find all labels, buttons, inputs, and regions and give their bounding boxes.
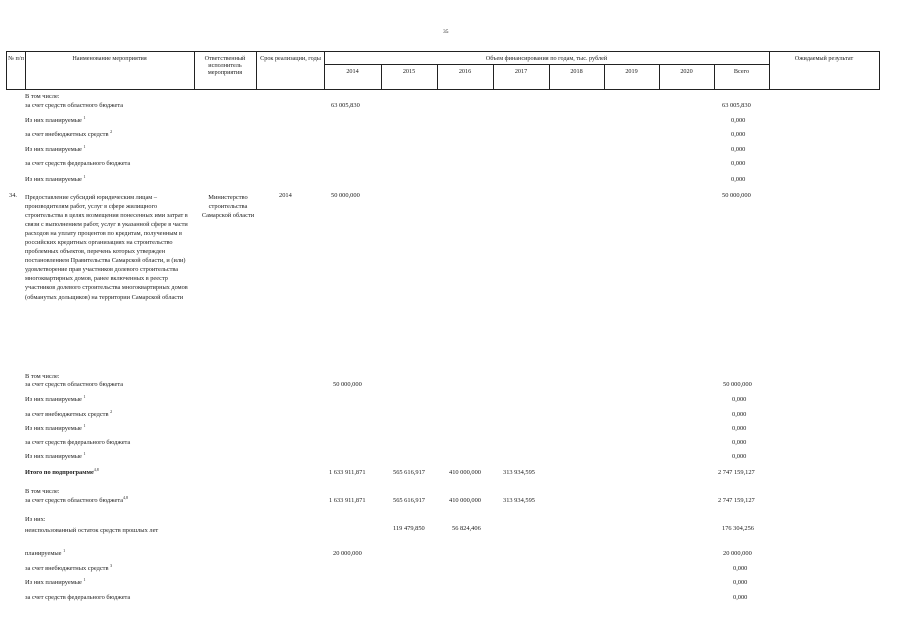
row-label-text: за счет внебюджетных средств bbox=[25, 565, 109, 572]
row-label bbox=[25, 129, 113, 138]
value-total: 176 304,256 bbox=[722, 525, 754, 532]
row-label-text: Из них планируемые bbox=[25, 176, 82, 183]
row-label-text: за счет внебюджетных средств bbox=[25, 411, 109, 418]
row-label bbox=[25, 394, 86, 403]
value-2016: 56 824,406 bbox=[452, 525, 481, 532]
row-label: за счет средств областного бюджета bbox=[25, 381, 124, 388]
value-total: 0,000 bbox=[733, 579, 748, 586]
row-label-text: Из них планируемые bbox=[25, 396, 82, 403]
col-divider bbox=[194, 52, 195, 89]
row-label-text: Из них планируемые bbox=[25, 453, 82, 460]
header-year: 2014 bbox=[346, 68, 359, 75]
footnote: 4,8 bbox=[123, 495, 129, 500]
header-year: 2016 bbox=[458, 68, 472, 75]
row-label-text: за счет внебюджетных средств bbox=[25, 131, 109, 138]
item-number: 34. bbox=[9, 192, 17, 199]
subtotal-label bbox=[25, 467, 99, 476]
row-label bbox=[25, 495, 129, 504]
header-funding: Объем финансирования по годам, тыс. рублей bbox=[485, 55, 608, 62]
row-label: Из них: bbox=[25, 516, 46, 523]
row-label bbox=[25, 144, 86, 153]
value-total: 0,000 bbox=[731, 146, 746, 153]
row-label: за счет средств федерального бюджета bbox=[25, 160, 131, 167]
item-description: Предоставление субсидий юридическим лицам – производителям работ, услуг в сфере жилищного строительства в целях возмещения понесенных ими затрат в связи с выполнением работ, услуг в указанной сфере в части расходов на уплату процентов по кредитам, полученным в российских кредитных организациях на строительство проблемных объектов, перечень которых утвержден постановлением Правительства Самарской области, и (или) удовлетворение прав участников долевого строительства многоквартирных домов, ранее включенных в реестр участников долевого строительства многоквартирных домов (обманутых дольщиков) на территории Самарской области bbox=[25, 194, 188, 301]
value-total: 0,000 bbox=[732, 425, 747, 432]
value-2015: 565 616,917 bbox=[393, 497, 425, 504]
footnote: 1 bbox=[83, 451, 86, 456]
header-term: Срок реализации, годы bbox=[260, 55, 321, 62]
value-total: 50 000,000 bbox=[722, 192, 751, 199]
footnote: 1 bbox=[83, 394, 86, 399]
value-total: 0,000 bbox=[731, 160, 746, 167]
footnote: 2 bbox=[110, 409, 113, 414]
subtotal-2015: 565 616,917 bbox=[393, 469, 425, 476]
row-label bbox=[25, 174, 86, 183]
footnote: 2 bbox=[110, 129, 113, 134]
subtotal-2014: 1 633 911,871 bbox=[329, 469, 366, 476]
value-total: 2 747 159,127 bbox=[718, 497, 755, 504]
footnote: 4,8 bbox=[93, 467, 99, 472]
row-label: В том числе: bbox=[25, 488, 60, 495]
row-label-text: Из них планируемые bbox=[25, 579, 82, 586]
row-label-text: планируемые bbox=[25, 550, 62, 557]
row-label: неиспользованный остаток средств прошлых лет bbox=[25, 527, 159, 534]
row-label-text: Из них планируемые bbox=[25, 117, 82, 124]
value-total: 0,000 bbox=[731, 117, 746, 124]
row-label-text: Из них планируемые bbox=[25, 425, 82, 432]
value-total: 63 005,830 bbox=[722, 102, 751, 109]
item-executor: Министерство строительства Самарской области bbox=[201, 194, 255, 219]
subtotal-2017: 313 934,595 bbox=[503, 469, 535, 476]
row-label bbox=[25, 451, 86, 460]
value-total: 0,000 bbox=[731, 176, 746, 183]
row-label bbox=[25, 115, 86, 124]
row-label: за счет средств областного бюджета bbox=[25, 102, 124, 109]
value-2014: 1 633 911,871 bbox=[329, 497, 366, 504]
value-total: 0,000 bbox=[733, 565, 748, 572]
table-header bbox=[6, 51, 880, 90]
value-total: 0,000 bbox=[732, 396, 747, 403]
subtotal-total: 2 747 159,127 bbox=[718, 469, 755, 476]
footnote: 1 bbox=[83, 144, 86, 149]
row-divider bbox=[324, 64, 769, 65]
item-term: 2014 bbox=[279, 192, 292, 199]
value-2014: 20 000,000 bbox=[333, 550, 362, 557]
value-total: 0,000 bbox=[732, 411, 747, 418]
value-2014: 50 000,000 bbox=[333, 381, 362, 388]
value-2017: 313 934,595 bbox=[503, 497, 535, 504]
value-2015: 119 479,850 bbox=[393, 525, 425, 532]
footnote: 1 bbox=[83, 174, 86, 179]
subtotal-2016: 410 000,000 bbox=[449, 469, 481, 476]
row-label bbox=[25, 577, 86, 586]
row-label: В том числе: bbox=[25, 373, 60, 380]
header-executor: Ответственный исполнитель мероприятия bbox=[204, 55, 246, 77]
header-year: 2020 bbox=[680, 68, 693, 75]
subtotal-label-text: Итого по подпрограмме bbox=[25, 469, 94, 476]
header-result: Ожидаемый результат bbox=[794, 55, 854, 62]
footnote: 1 bbox=[83, 115, 86, 120]
value-2014: 63 005,830 bbox=[331, 102, 360, 109]
value-total: 0,000 bbox=[733, 594, 748, 601]
footnote: 1 bbox=[63, 548, 66, 553]
footnote: 1 bbox=[83, 577, 86, 582]
row-label bbox=[25, 548, 66, 557]
row-label bbox=[25, 563, 113, 572]
value-total: 0,000 bbox=[731, 131, 746, 138]
header-year: Всего bbox=[733, 68, 750, 75]
value-2014: 50 000,000 bbox=[331, 192, 360, 199]
footnote: 3 bbox=[110, 563, 113, 568]
row-label-text: Из них планируемые bbox=[25, 146, 82, 153]
value-total: 0,000 bbox=[732, 439, 747, 446]
header-year: 2015 bbox=[402, 68, 416, 75]
value-total: 50 000,000 bbox=[723, 381, 752, 388]
header-name: Наименование мероприятия bbox=[72, 55, 147, 62]
header-num: № п/п bbox=[8, 55, 24, 62]
row-label: за счет средств федерального бюджета bbox=[25, 439, 131, 446]
row-label-text: за счет средств областного бюджета bbox=[25, 497, 124, 504]
row-label bbox=[25, 409, 113, 418]
page-number: 35 bbox=[443, 29, 449, 35]
value-total: 20 000,000 bbox=[723, 550, 752, 557]
header-year: 2017 bbox=[514, 68, 528, 75]
header-year: 2019 bbox=[625, 68, 638, 75]
footnote: 1 bbox=[83, 423, 86, 428]
row-label: В том числе: bbox=[25, 93, 60, 100]
value-2016: 410 000,000 bbox=[449, 497, 481, 504]
header-year: 2018 bbox=[570, 68, 583, 75]
value-total: 0,000 bbox=[732, 453, 747, 460]
row-label bbox=[25, 423, 86, 432]
row-label: за счет средств федерального бюджета bbox=[25, 594, 131, 601]
